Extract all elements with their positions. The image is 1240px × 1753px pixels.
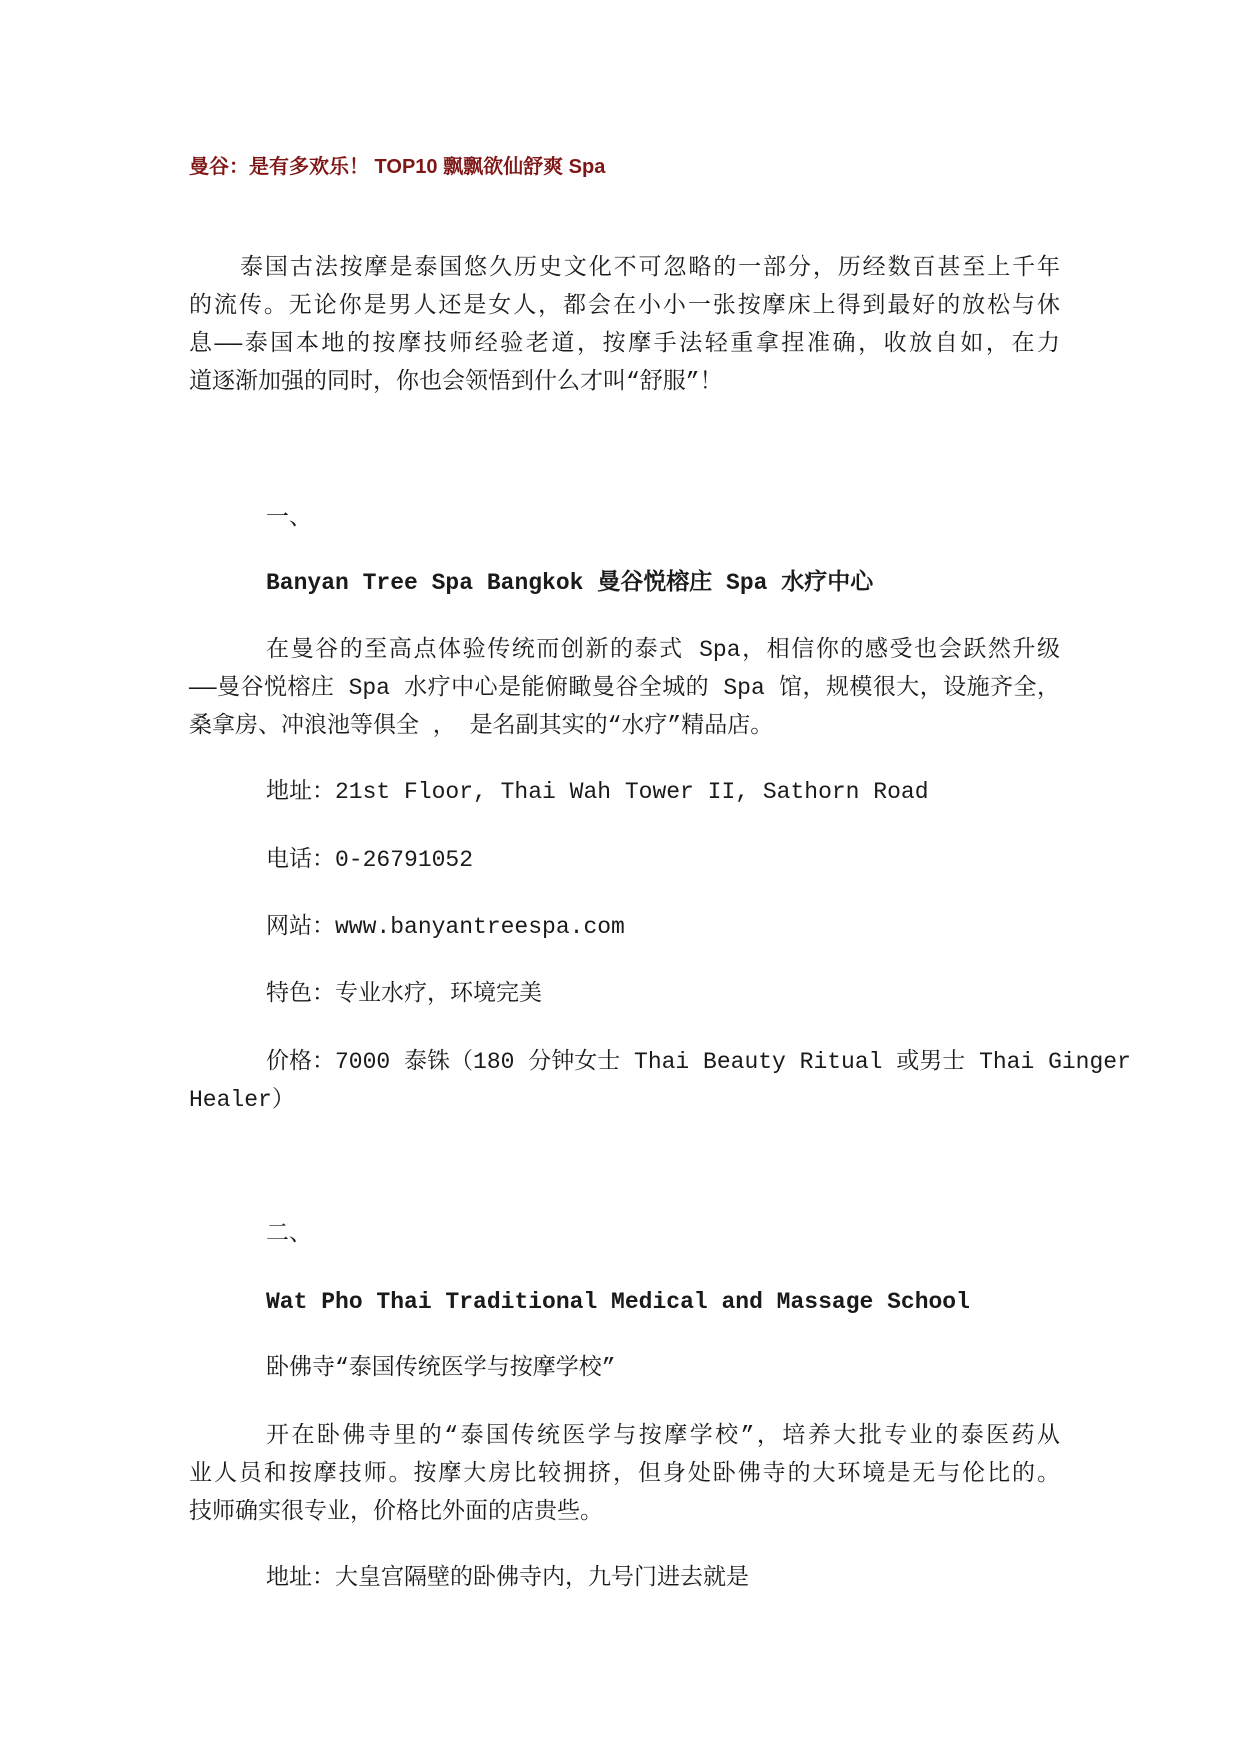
section-2-number: 二、 xyxy=(266,1221,312,1247)
paragraph-line xyxy=(189,1043,1131,1081)
feature-label: 特色： xyxy=(266,981,335,1007)
section-1-feature xyxy=(266,975,542,1013)
feature-value: 专业水疗，环境完美 xyxy=(335,981,542,1007)
section-1-address xyxy=(266,773,929,811)
section-2-heading: Wat Pho Thai Traditional Medical and Massage School xyxy=(266,1289,970,1315)
paragraph-line: Healer） xyxy=(189,1087,295,1113)
address-label: 地址： xyxy=(266,779,335,805)
paragraph-line: 的流传。无论你是男人还是女人，都会在小小一张按摩床上得到最好的放松与休 xyxy=(189,293,1060,319)
section-2-description xyxy=(189,1417,1060,1531)
address-value: 21st Floor, Thai Wah Tower II, Sathorn Road xyxy=(335,779,929,805)
document-title: 曼谷：是有多欢乐！ TOP10 飘飘欲仙舒爽 Spa xyxy=(189,156,606,178)
address-value: 大皇宫隔壁的卧佛寺内，九号门进去就是 xyxy=(335,1565,749,1591)
paragraph-line: 桑拿房、冲浪池等俱全 ， 是名副其实的“水疗”精品店。 xyxy=(189,713,774,739)
paragraph-line: 泰国古法按摩是泰国悠久历史文化不可忽略的一部分，历经数百甚至上千年 xyxy=(240,255,1060,281)
section-1-website xyxy=(266,908,625,946)
section-1-heading: Banyan Tree Spa Bangkok 曼谷悦榕庄 Spa 水疗中心 xyxy=(266,570,874,596)
website-label: 网站： xyxy=(266,914,335,940)
section-1-description xyxy=(189,631,1060,745)
paragraph-line: 息——泰国本地的按摩技师经验老道，按摩手法轻重拿捏准确，收放自如，在力 xyxy=(189,331,1060,357)
address-label: 地址： xyxy=(266,1565,335,1591)
website-value: www.banyantreespa.com xyxy=(335,914,625,940)
paragraph-line: 在曼谷的至高点体验传统而创新的泰式 Spa，相信你的感受也会跃然升级 xyxy=(266,637,1060,663)
phone-value: 0-26791052 xyxy=(335,847,474,873)
section-2-subheading: 卧佛寺“泰国传统医学与按摩学校” xyxy=(266,1355,616,1381)
section-2-address xyxy=(266,1559,749,1597)
phone-label: 电话： xyxy=(266,847,335,873)
price-label: 价格： xyxy=(266,1049,335,1075)
paragraph-line: 业人员和按摩技师。按摩大房比较拥挤，但身处卧佛寺的大环境是无与伦比的。 xyxy=(189,1461,1060,1487)
intro-paragraph xyxy=(189,249,1060,401)
price-value: 7000 泰铢（180 分钟女士 Thai Beauty Ritual 或男士 Thai Ginger xyxy=(335,1049,1131,1075)
section-1-number: 一、 xyxy=(266,505,312,531)
paragraph-line: 技师确实很专业，价格比外面的店贵些。 xyxy=(189,1499,603,1525)
section-1-price xyxy=(189,1043,1131,1119)
paragraph-line: 开在卧佛寺里的“泰国传统医学与按摩学校”，培养大批专业的泰医药从 xyxy=(266,1423,1060,1449)
paragraph-line: 道逐渐加强的同时，你也会领悟到什么才叫“舒服”！ xyxy=(189,369,723,395)
paragraph-line: ——曼谷悦榕庄 Spa 水疗中心是能俯瞰曼谷全城的 Spa 馆，规模很大，设施齐全， xyxy=(189,675,1060,701)
section-1-phone xyxy=(266,841,473,879)
